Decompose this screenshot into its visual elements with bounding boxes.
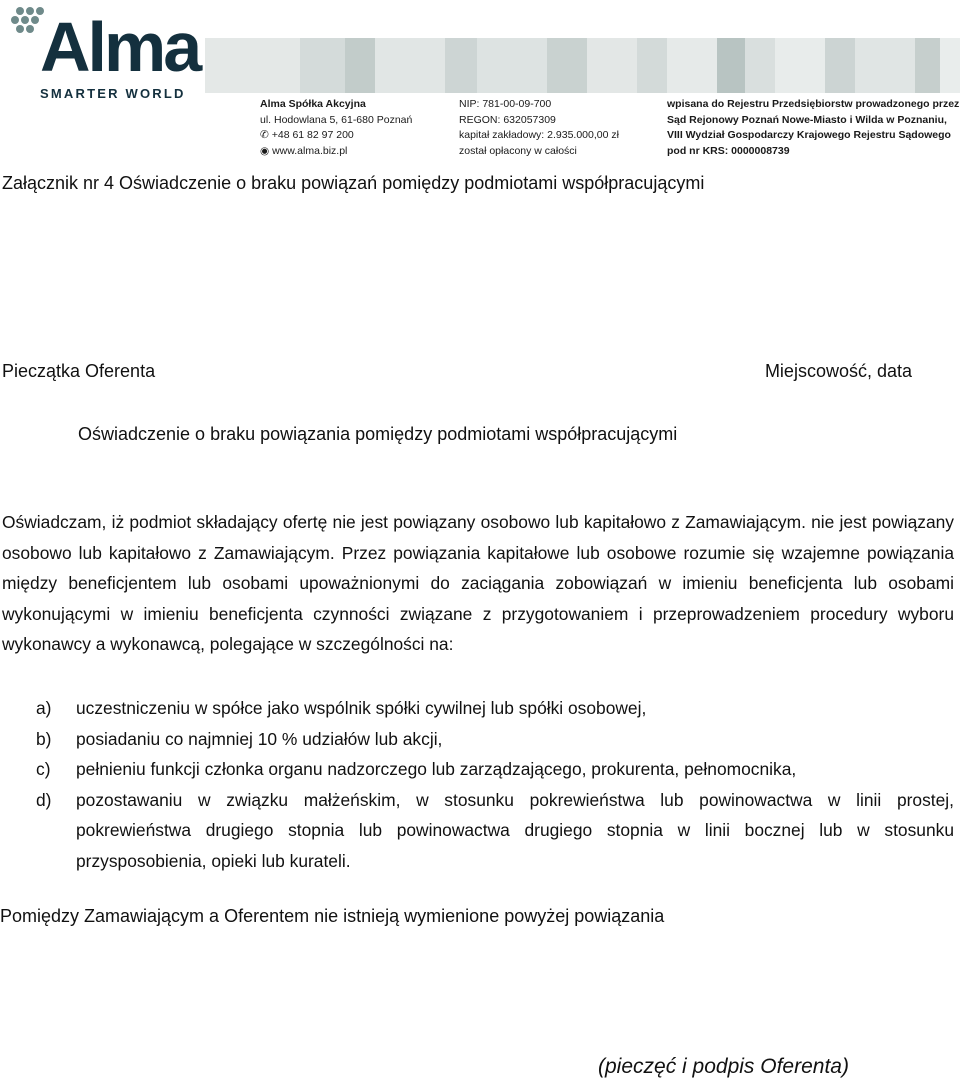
share-capital-paid: został opłacony w całości: [459, 144, 577, 157]
relationship-list: [36, 693, 954, 876]
signature-label: (pieczęć i podpis Oferenta): [598, 1055, 849, 1078]
company-name: Alma Spółka Akcyjna: [260, 98, 366, 110]
court-registration-line: wpisana do Rejestru Przedsiębiorstw prowadzonego przez: [667, 98, 960, 110]
company-address: ul. Hodowlana 5, 61-680 Poznań: [260, 113, 413, 126]
phone-icon: ✆: [260, 129, 269, 141]
list-item-text: pozostawaniu w związku małżeńskim, w stosunku pokrewieństwa lub powinowactwa w linii prostej, pokrewieństwa drugiego stopnia lub powinowactwa drugiego stopnia w linii bocznej lub w stosunku przysposobienia, opieki lub kurateli.: [76, 789, 954, 871]
bidder-stamp-label: Pieczątka Oferenta: [2, 361, 156, 381]
annex-title: Załącznik nr 4 Oświadczenie o braku powiązań pomiędzy podmiotami współpracującymi: [2, 173, 705, 193]
krs-number: pod nr KRS: 0000008739: [667, 144, 790, 157]
court-registration-block: [667, 97, 959, 159]
logo-wordmark: Alma: [40, 8, 200, 86]
statement-paragraph: Oświadczam, iż podmiot składający ofertę nie jest powiązany osobowo lub kapitałowo z Zamawiającym. nie jest powiązany osobowo lub kapitałowo z Zamawiającym. Przez powiązania kapitałowe lub osobowe rozumie się wzajemne powiązania między beneficjentem lub osobami upoważnionymi do zaciągania zobowiązań w imieniu beneficjenta lub osobami wykonującymi w imieniu beneficjenta czynności związane z przygotowaniem i przeprowadzeniem procedury wyboru wykonawcy a wykonawcą, polegające w szczególności na:: [2, 512, 954, 654]
list-marker: a): [36, 698, 52, 718]
globe-icon: ◉: [260, 144, 270, 157]
list-item: [36, 785, 954, 877]
company-registry-block: [459, 97, 619, 159]
regon-number: REGON: 632057309: [459, 113, 556, 126]
company-phone: +48 61 82 97 200: [271, 129, 354, 141]
list-marker: b): [36, 728, 52, 749]
list-marker: c): [36, 759, 51, 779]
company-website-row: [260, 144, 412, 160]
list-marker: d): [36, 789, 52, 810]
list-item: [36, 754, 954, 785]
nip-number: NIP: 781-00-09-700: [459, 98, 552, 110]
place-date-label: Miejscowość, data: [764, 361, 912, 381]
logo-tagline: SMARTER WORLD: [40, 86, 186, 101]
court-registration-line: VIII Wydział Gospodarczy Krajowego Rejestru Sądowego: [667, 129, 951, 141]
list-item: [36, 693, 954, 724]
court-registration-line: Sąd Rejonowy Poznań Nowe-Miasto i Wilda w Poznaniu,: [667, 113, 947, 126]
letterhead-decorative-stripes: [205, 38, 960, 93]
list-item: [36, 724, 954, 755]
share-capital: kapitał zakładowy: 2.935.000,00 zł: [459, 129, 619, 141]
closing-statement: Pomiędzy Zamawiającym a Oferentem nie istnieją wymienione powyżej powiązania: [0, 906, 665, 926]
company-logo: [10, 6, 205, 101]
statement-title: Oświadczenie o braku powiązania pomiędzy podmiotami współpracującymi: [78, 424, 678, 444]
list-item-text: uczestniczeniu w spółce jako wspólnik spółki cywilnej lub spółki osobowej,: [76, 698, 647, 718]
letterhead: [0, 0, 960, 165]
company-address-block: [260, 97, 412, 159]
list-item-text: posiadaniu co najmniej 10 % udziałów lub akcji,: [76, 728, 443, 749]
list-item-text: pełnieniu funkcji członka organu nadzorczego lub zarządzającego, prokurenta, pełnomocnika,: [76, 759, 797, 779]
company-phone-row: [260, 128, 412, 144]
company-website[interactable]: www.alma.biz.pl: [272, 144, 348, 157]
